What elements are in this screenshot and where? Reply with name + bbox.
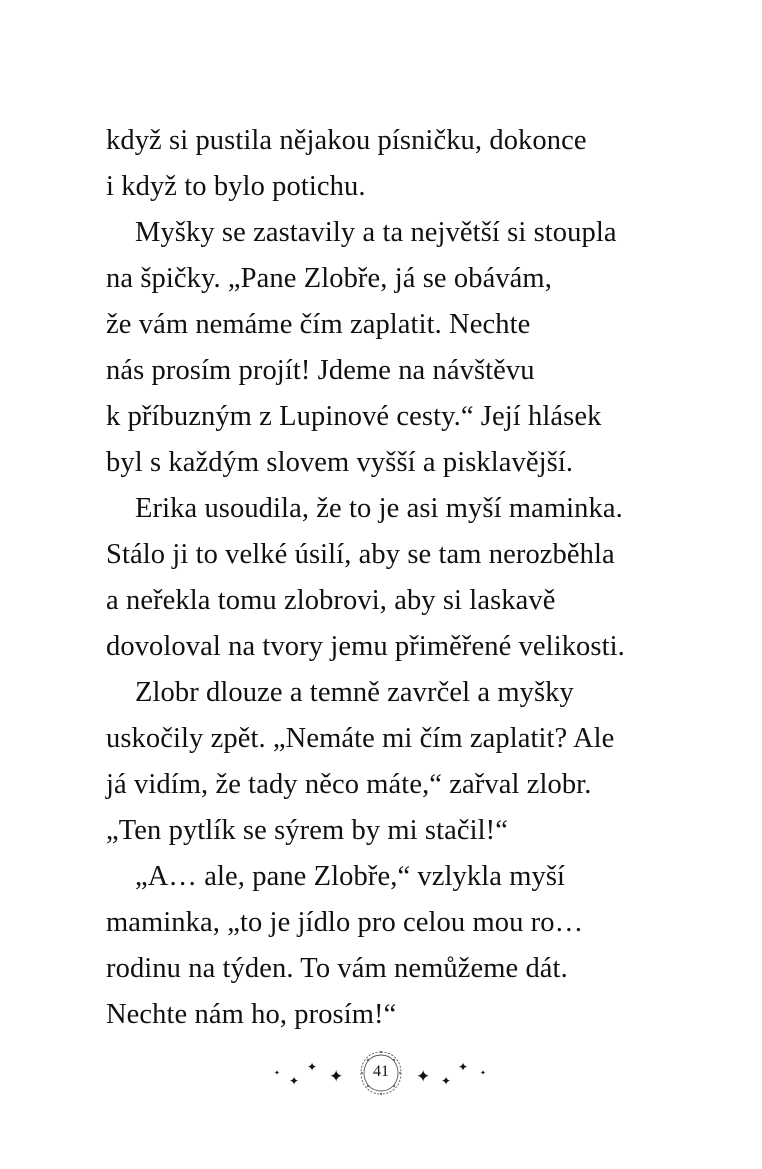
text-line: na špičky. „Pane Zlobře, já se obávám, bbox=[106, 263, 552, 294]
text-line: byl s každým slovem vyšší a pisklavější. bbox=[106, 447, 574, 478]
sparkle-stars-icon: ✦ bbox=[480, 1069, 486, 1077]
text-line: „Ten pytlík se sýrem by mi stačil!“ bbox=[106, 815, 508, 846]
paragraph-start-line: Zlobr dlouze a temně zavrčel a myšky bbox=[135, 677, 574, 708]
text-line: že vám nemáme čím zaplatit. Nechte bbox=[106, 309, 531, 340]
text-line: když si pustila nějakou písničku, dokonce bbox=[106, 125, 587, 156]
text-line: dovoloval na tvory jemu přiměřené velikosti. bbox=[106, 631, 625, 662]
text-line: uskočily zpět. „Nemáte mi čím zaplatit? Ale bbox=[106, 723, 615, 754]
sparkle-stars-icon: ✦ bbox=[289, 1074, 300, 1088]
text-line: i když to bylo potichu. bbox=[106, 171, 366, 202]
text-line: Nechte nám ho, prosím!“ bbox=[106, 999, 397, 1030]
sparkle-stars-icon: ✦ bbox=[441, 1074, 452, 1088]
text-line: rodinu na týden. To vám nemůžeme dát. bbox=[106, 953, 568, 984]
paragraph-start-line: Myšky se zastavily a ta největší si stoupla bbox=[135, 217, 617, 248]
sparkle-stars-icon: ✦ bbox=[416, 1067, 431, 1086]
sparkle-stars-icon: ✦ bbox=[458, 1060, 469, 1074]
text-line: maminka, „to je jídlo pro celou mou ro… bbox=[106, 907, 584, 938]
page-number: 41 bbox=[373, 1063, 389, 1080]
paragraph-start-line: Erika usoudila, že to je asi myší maminka. bbox=[135, 493, 623, 524]
text-line: a neřekla tomu zlobrovi, aby si laskavě bbox=[106, 585, 556, 616]
paragraph-start-line: „A… ale, pane Zlobře,“ vzlykla myší bbox=[135, 861, 566, 892]
text-line: já vidím, že tady něco máte,“ zařval zlobr. bbox=[106, 769, 592, 800]
sparkle-stars-icon: ✦ bbox=[274, 1069, 280, 1077]
text-line: Stálo ji to velké úsilí, aby se tam nerozběhla bbox=[106, 539, 615, 570]
sparkle-stars-icon: ✦ bbox=[329, 1067, 344, 1086]
page-footer bbox=[0, 1048, 762, 1098]
text-line: nás prosím projít! Jdeme na návštěvu bbox=[106, 355, 535, 386]
text-line: k příbuzným z Lupinové cesty.“ Její hlásek bbox=[106, 401, 602, 432]
sparkle-stars-icon: ✦ bbox=[307, 1060, 318, 1074]
